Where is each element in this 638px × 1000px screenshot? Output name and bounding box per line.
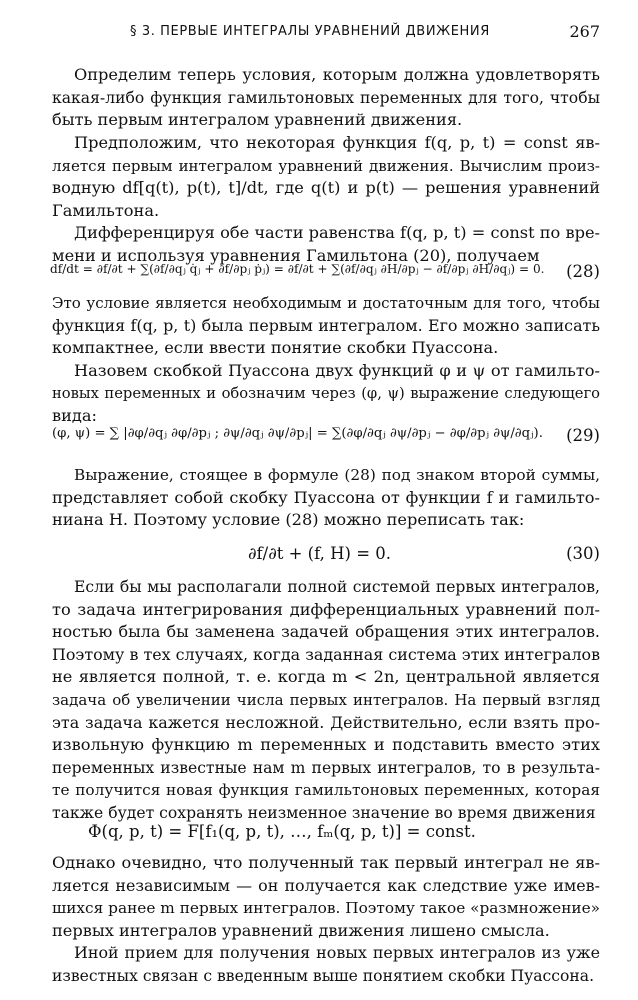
equation-30-number: (30) <box>566 544 600 563</box>
page-number: 267 <box>569 22 600 41</box>
text-line: ностью была бы заменена задачей обращения этих интегралов. <box>52 622 600 642</box>
equation-29-body: (φ, ψ) = ∑ |∂φ/∂qⱼ ∂φ/∂pⱼ ; ∂ψ/∂qⱼ ∂ψ/∂pⱼ| = ∑(∂φ/∂qⱼ ∂ψ/∂pⱼ − ∂φ/∂pⱼ ∂ψ/∂qⱼ). <box>52 426 543 441</box>
paragraph-6 <box>52 464 600 532</box>
text-line: Иной прием для получения новых первых интегралов из уже <box>74 943 600 962</box>
text-line: те получится новая функция гамильтоновых переменных, которая <box>52 781 600 800</box>
text-line: представляет собой скобку Пуассона от функции f и гамильто- <box>52 487 600 507</box>
text-line: эта задача кажется несложной. Действительно, если взять про- <box>52 712 600 732</box>
text-line: ниана H. Поэтому условие (28) можно переписать так: <box>52 510 525 530</box>
paragraph-4 <box>52 292 600 360</box>
text-line: также будет сохранять неизменное значение во время движения <box>52 803 596 822</box>
text-line: ляется независимым — он получается как следствие уже имев- <box>52 875 600 895</box>
text-line: известных связан с введенным выше понятием скобки Пуассона. <box>52 966 595 985</box>
text-line: функция f(q, p, t) была первым интегралом. Его можно записать <box>52 315 600 335</box>
text-line: быть первым интегралом уравнений движения. <box>52 110 463 130</box>
equation-30 <box>52 534 600 574</box>
text-line: мени и используя уравнения Гамильтона (20), получаем <box>52 245 540 265</box>
equation-31 <box>52 822 600 850</box>
equation-29 <box>52 416 600 456</box>
equation-29-number: (29) <box>566 426 600 445</box>
equation-28-number: (28) <box>566 262 600 281</box>
header-title: § 3. ПЕРВЫЕ ИНТЕГРАЛЫ УРАВНЕНИЙ ДВИЖЕНИЯ <box>130 24 490 39</box>
text-line: Дифференцируя обе части равенства f(q, p, t) = const по вре- <box>74 223 600 242</box>
text-line: первых интегралов уравнений движения лишено смысла. <box>52 920 550 940</box>
paragraph-9 <box>52 942 600 987</box>
equation-30-body: ∂f/∂t + (f, H) = 0. <box>248 544 392 563</box>
text-line: не является полной, т. е. когда m < 2n, центральной является <box>52 667 600 687</box>
text-line: водную df[q(t), p(t), t]/dt, где q(t) и p(t) — решения уравнений <box>52 178 600 198</box>
paragraph-7 <box>52 576 600 825</box>
text-line: Назовем скобкой Пуассона двух функций φ и ψ от гамильто- <box>74 361 600 380</box>
text-line: Определим теперь условия, которым должна удовлетворять <box>74 65 600 84</box>
paragraph-1 <box>52 64 600 132</box>
running-header <box>0 22 638 46</box>
text-line: ляется первым интегралом уравнений движения. Вычислим произ- <box>52 156 600 175</box>
text-line: задача об увеличении числа первых интегралов. На первый взгляд <box>52 690 600 709</box>
paragraph-2 <box>52 132 600 222</box>
text-line: какая-либо функция гамильтоновых переменных для того, чтобы <box>52 88 600 107</box>
text-line: извольную функцию m переменных и подставить вместо этих <box>52 735 600 755</box>
text-line: Однако очевидно, что полученный так первый интеграл не яв- <box>52 853 600 872</box>
equation-28-body: df/dt = ∂f/∂t + ∑(∂f/∂qⱼ q̇ⱼ + ∂f/∂pⱼ ṗⱼ) = ∂f/∂t + ∑(∂f/∂qⱼ ∂H/∂pⱼ − ∂f/∂pⱼ ∂H/∂qⱼ) = 0. <box>50 262 545 276</box>
text-line: то задача интегрирования дифференциальных уравнений пол- <box>52 599 600 619</box>
equation-28 <box>52 256 600 290</box>
text-line: Если бы мы располагали полной системой первых интегралов, <box>74 578 600 596</box>
text-line: Предположим, что некоторая функция f(q, p, t) = const яв- <box>74 133 600 152</box>
text-line: Поэтому в тех случаях, когда заданная система этих интегралов <box>52 644 601 664</box>
text-line: шихся ранее m первых интегралов. Поэтому такое «размножение» <box>52 899 600 918</box>
paragraph-8 <box>52 852 600 942</box>
text-line: Гамильтона. <box>52 200 160 220</box>
text-line: Это условие является необходимым и достаточным для того, чтобы <box>52 294 600 312</box>
text-line: Выражение, стоящее в формуле (28) под знаком второй суммы, <box>74 466 600 484</box>
text-line: переменных известные нам m первых интегралов, то в результа- <box>52 758 600 777</box>
text-line: новых переменных и обозначим через (φ, ψ) выражение следующего <box>52 384 600 402</box>
equation-31-body: Φ(q, p, t) = F[f₁(q, p, t), …, fₘ(q, p, t)] = const. <box>88 822 476 841</box>
text-line: вида: <box>52 406 97 426</box>
text-line: компактнее, если ввести понятие скобки Пуассона. <box>52 338 499 358</box>
